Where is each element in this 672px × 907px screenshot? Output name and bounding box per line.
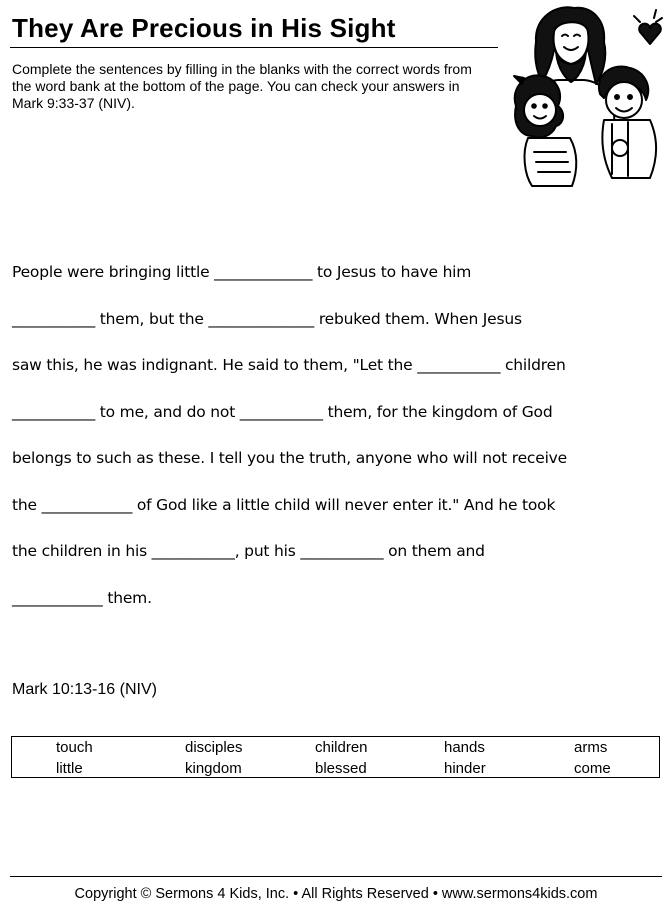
passage-line: ___________ to me, and do not ___________ them, for the kingdom of God xyxy=(12,402,553,421)
scripture-reference: Mark 10:13-16 (NIV) xyxy=(12,681,157,698)
word-bank-word: little xyxy=(56,760,83,777)
passage-line: People were bringing little _____________ to Jesus to have him xyxy=(12,263,472,281)
word-bank-row xyxy=(12,739,659,759)
word-bank xyxy=(11,736,660,778)
word-bank-word: hands xyxy=(444,739,485,756)
word-bank-row xyxy=(12,760,659,780)
word-bank-word: arms xyxy=(574,739,608,756)
passage-line: ____________ them. xyxy=(12,588,152,607)
title-divider xyxy=(10,47,498,48)
footer-divider xyxy=(10,876,662,877)
fill-in-passage xyxy=(12,260,652,632)
word-bank-word: disciples xyxy=(185,739,243,756)
passage-line: saw this, he was indignant. He said to them, "Let the ___________ children xyxy=(12,356,566,374)
word-bank-word: touch xyxy=(56,739,93,756)
word-bank-word: kingdom xyxy=(185,760,242,777)
passage-line: the children in his ___________, put his ___________ on them and xyxy=(12,542,485,560)
passage-line: belongs to such as these. I tell you the truth, anyone who will not receive xyxy=(12,449,567,467)
passage-line: the ____________ of God like a little child will never enter it." And he took xyxy=(12,495,556,514)
copyright-footer: Copyright © Sermons 4 Kids, Inc. • All Rights Reserved • www.sermons4kids.com xyxy=(74,886,598,902)
page-title: They Are Precious in His Sight xyxy=(12,13,396,43)
jesus-with-children-illustration xyxy=(508,2,664,198)
word-bank-word: come xyxy=(574,760,611,777)
word-bank-word: children xyxy=(315,739,368,756)
instructions-text: Complete the sentences by filling in the blanks with the correct words from the word bank at the bottom of the page. You can check your answers in Mark 9:33-37 (NIV). xyxy=(12,61,472,111)
word-bank-word: blessed xyxy=(315,760,367,777)
word-bank-word: hinder xyxy=(444,760,486,777)
passage-line: ___________ them, but the ______________ rebuked them. When Jesus xyxy=(12,309,522,328)
